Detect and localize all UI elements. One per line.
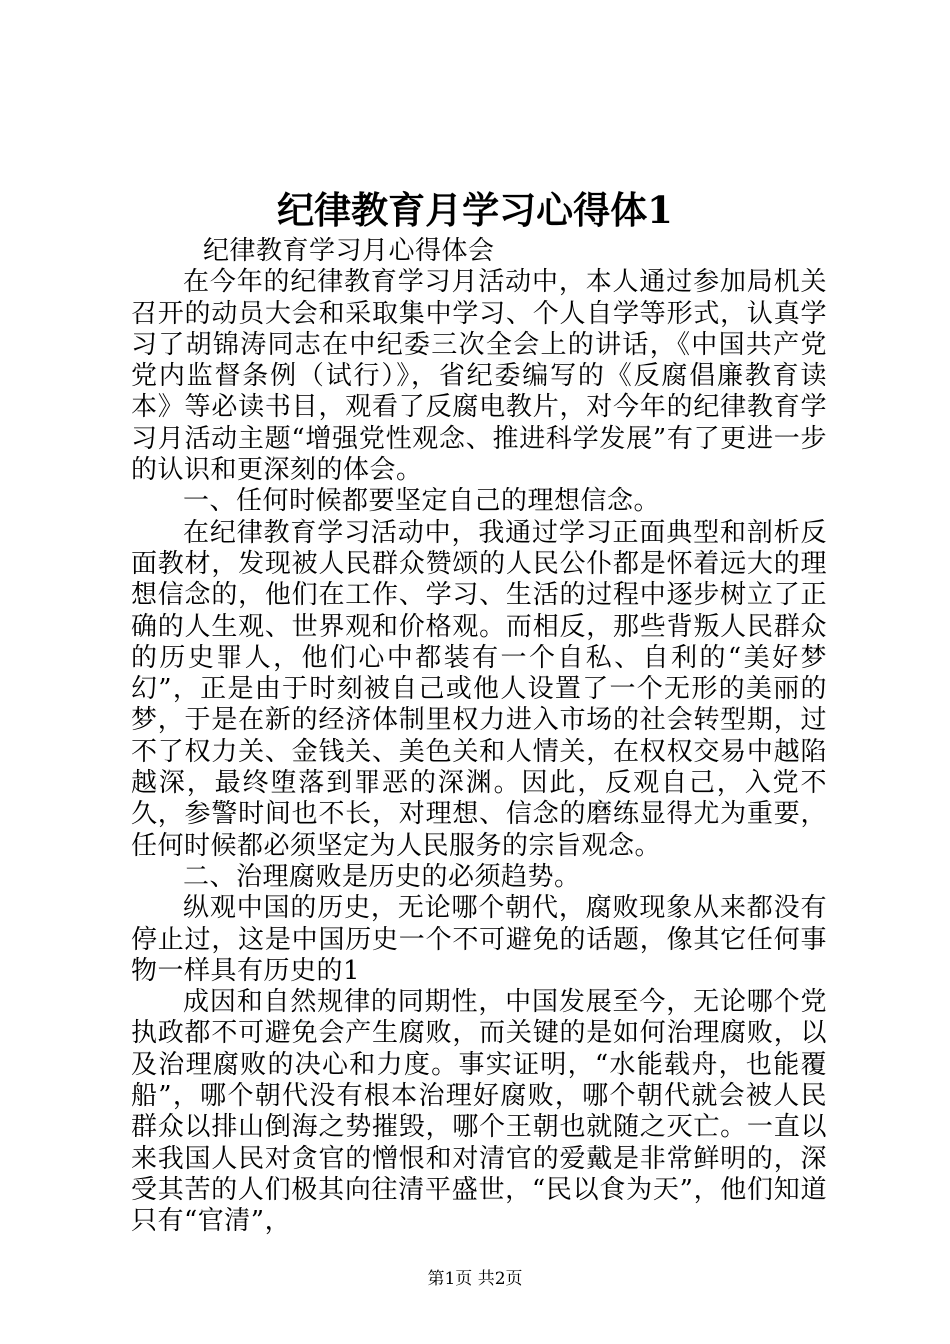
paragraph: 在今年的纪律教育学习月活动中，本人通过参加局机关召开的动员大会和采取集中学习、个人自学等形式，认真学习了胡锦涛同志在中纪委三次全会上的讲话，《中国共产党党内监督条例（试行）》，省纪委编写的《反腐倡廉教育读本》等必读书目，观看了反腐电教片，对今年的纪律教育学习月活动主题“增强党性观念、推进科学发展”有了更进一步的认识和更深刻的体会。 [131,267,827,486]
paragraph-subtitle: 纪律教育学习月心得体会 [203,236,495,266]
page-title: 纪律教育月学习心得体1 [277,188,673,232]
paragraph: 成因和自然规律的同期性，中国发展至今，无论哪个党执政都不可避免会产生腐败，而关键的是如何治理腐败，以及治理腐败的决心和力度。事实证明，“水能载舟，也能覆船”，哪个朝代没有根本治理好腐败，哪个朝代就会被人民群众以排山倒海之势摧毁，哪个王朝也就随之灭亡。一直以来我国人民对贪官的憎恨和对清官的爱戴是非常鲜明的，深受其苦的人们极其向往清平盛世，“民以食为天”，他们知道只有“官清”， [131,987,827,1237]
document-body [131,236,827,1238]
paragraph: 纵观中国的历史，无论哪个朝代，腐败现象从来都没有停止过，这是中国历史一个不可避免的话题，像其它任何事物一样具有历史的1 [131,893,827,986]
section-heading-1: 一、任何时候都要坚定自己的理想信念。 [183,486,661,517]
section-heading-2: 二、治理腐败是历史的必须趋势。 [183,861,581,892]
paragraph: 在纪律教育学习活动中，我通过学习正面典型和剖析反面教材，发现被人民群众赞颂的人民公仆都是怀着远大的理想信念的，他们在工作、学习、生活的过程中逐步树立了正确的人生观、世界观和价格观。而相反，那些背叛人民群众的历史罪人，他们心中都装有一个自私、自利的“美好梦幻”，正是由于时刻被自己或他人设置了一个无形的美丽的梦，于是在新的经济体制里权力进入市场的社会转型期，过不了权力关、金钱关、美色关和人情关，在权权交易中越陷越深，最终堕落到罪恶的深渊。因此，反观自己，入党不久，参警时间也不长，对理想、信念的磨练显得尤为重要，任何时候都必须坚定为人民服务的宗旨观念。 [131,517,827,861]
page-indicator: 第1页 共2页 [427,1269,523,1289]
